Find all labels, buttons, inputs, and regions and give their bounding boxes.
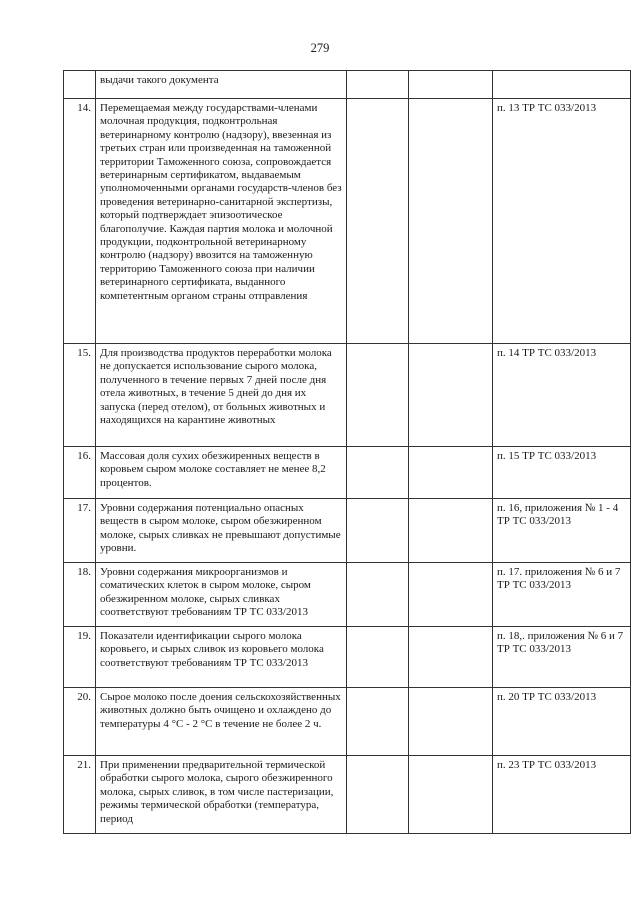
row-number: 17.	[64, 499, 96, 563]
empty-cell	[347, 756, 409, 834]
empty-cell	[409, 71, 493, 99]
requirement-text: Сырое молоко после доения сельскохозяйственных животных должно быть очищено и охлаждено до температуры 4 °С - 2 °С в течение не более 2 ч.	[96, 688, 347, 756]
requirement-text: Показатели идентификации сырого молока коровьего, и сырых сливок из коровьего молока соответствуют требованиям ТР ТС 033/2013	[96, 627, 347, 688]
requirement-text: Перемещаемая между государствами-членами молочная продукция, подконтрольная ветеринарному контролю (надзору), ввезенная из третьих стран или произведенная на таможенной территории Таможенного союза, сопровождается ветеринарным сертификатом, выдаваемым уполномоченными органами государств-членов без проведения ветеринарно-санитарной экспертизы, который подтверждает эпизоотическое благополучие. Каждая партия молока и молочной продукции, подконтрольной ветеринарному контролю (надзору) ввозится на таможенную территорию Таможенного союза при наличии ветеринарного сертификата, выданного компетентным органом страны отправления	[96, 99, 347, 344]
row-number: 19.	[64, 627, 96, 688]
empty-cell	[409, 756, 493, 834]
empty-cell	[409, 99, 493, 344]
empty-cell	[409, 627, 493, 688]
page-number: 279	[310, 41, 330, 55]
requirement-text: выдачи такого документа	[96, 71, 347, 99]
empty-cell	[409, 344, 493, 447]
empty-cell	[347, 447, 409, 499]
requirement-text: Уровни содержания потенциально опасных веществ в сыром молоке, сыром обезжиренном молоке, сырых сливках не превышают допустимые уровни.	[96, 499, 347, 563]
empty-cell	[347, 688, 409, 756]
empty-cell	[347, 563, 409, 627]
requirement-text: Для производства продуктов переработки молока не допускается использование сырого молока, полученного в течение первых 7 дней после дня отела животных, в течение 5 дней до дня их запуска (перед отелом), от больных животных и находящихся на карантине животных	[96, 344, 347, 447]
row-number: 15.	[64, 344, 96, 447]
row-number: 14.	[64, 99, 96, 344]
empty-cell	[409, 688, 493, 756]
table-row	[64, 447, 631, 499]
reference-cell: п. 13 ТР ТС 033/2013	[493, 99, 631, 344]
reference-cell: п. 16, приложения № 1 - 4 ТР ТС 033/2013	[493, 499, 631, 563]
empty-cell	[347, 71, 409, 99]
empty-cell	[409, 499, 493, 563]
reference-cell: п. 18,. приложения № 6 и 7 ТР ТС 033/2013	[493, 627, 631, 688]
requirement-text: Массовая доля сухих обезжиренных веществ в коровьем сыром молоке составляет не менее 8,2 процентов.	[96, 447, 347, 499]
reference-cell: п. 17. приложения № 6 и 7 ТР ТС 033/2013	[493, 563, 631, 627]
reference-cell	[493, 71, 631, 99]
reference-cell: п. 20 ТР ТС 033/2013	[493, 688, 631, 756]
table-row	[64, 71, 631, 99]
requirement-text: Уровни содержания микроорганизмов и соматических клеток в сыром молоке, сыром обезжиренном молоке, сырых сливках соответствуют требованиям ТР ТС 033/2013	[96, 563, 347, 627]
empty-cell	[347, 344, 409, 447]
table-row	[64, 344, 631, 447]
empty-cell	[347, 627, 409, 688]
table-row	[64, 99, 631, 344]
empty-cell	[347, 499, 409, 563]
requirements-table	[63, 70, 631, 834]
empty-cell	[409, 447, 493, 499]
empty-cell	[409, 563, 493, 627]
row-number	[64, 71, 96, 99]
table-row	[64, 688, 631, 756]
row-number: 20.	[64, 688, 96, 756]
requirement-text: При применении предварительной термической обработки сырого молока, сырого обезжиренного молока, сырых сливок, в том числе пастеризации, режимы термической обработки (температура, период	[96, 756, 347, 834]
row-number: 16.	[64, 447, 96, 499]
table-row	[64, 627, 631, 688]
table-row	[64, 499, 631, 563]
reference-cell: п. 14 ТР ТС 033/2013	[493, 344, 631, 447]
table-row	[64, 563, 631, 627]
reference-cell: п. 23 ТР ТС 033/2013	[493, 756, 631, 834]
table-row	[64, 756, 631, 834]
row-number: 18.	[64, 563, 96, 627]
reference-cell: п. 15 ТР ТС 033/2013	[493, 447, 631, 499]
empty-cell	[347, 99, 409, 344]
row-number: 21.	[64, 756, 96, 834]
